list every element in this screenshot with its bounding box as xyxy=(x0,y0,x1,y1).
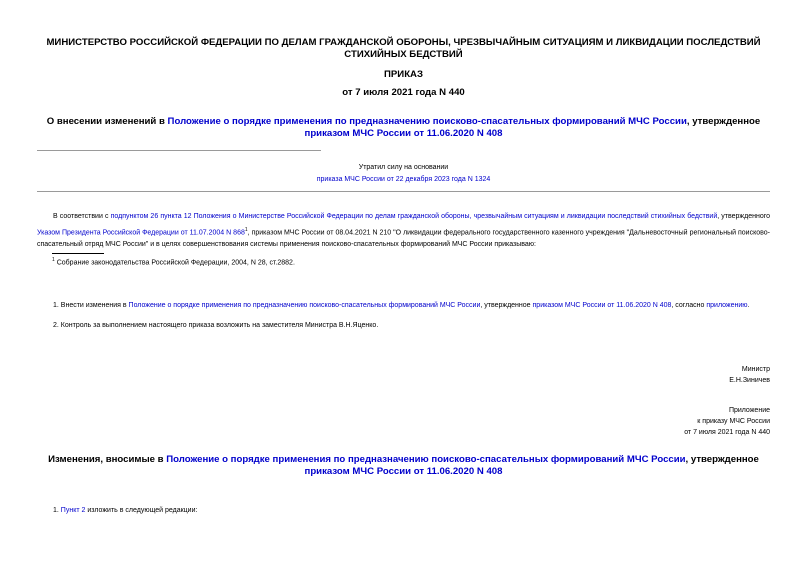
clause-2-link[interactable]: Пункт 2 xyxy=(60,507,86,514)
appendix-title: Изменения, вносимые в Положение о порядке применения по предназначению поисково-спасательных формирований МЧС России, утвержденное приказом МЧС России от 11.06.2020 N 408 xyxy=(48,454,759,477)
appendix-reference: к приказу МЧС России xyxy=(697,418,770,425)
footnote-text: Собрание законодательства Российской Федерации, 2004, N 28, ст.2882. xyxy=(54,259,295,267)
signature-block xyxy=(729,364,770,386)
title-regulation-link[interactable]: Положение о порядке применения по предназначению поисково-спасательных формирований МЧС России xyxy=(167,116,687,127)
title-order-link[interactable]: приказом МЧС России от 11.06.2020 N 408 xyxy=(304,128,503,139)
title-middle: , утвержденное xyxy=(686,116,761,127)
document-type: ПРИКАЗ xyxy=(384,69,423,80)
order-item-1: 1. Внести изменения в Положение о порядке применения по предназначению поисково-спасательных формирований МЧС России, утвержденное приказом МЧС России от 11.06.2020 N 408, согласно приложению. xyxy=(53,302,750,309)
order-item-2: 2. Контроль за выполнением настоящего приказа возложить на заместителя Министра В.Н.Яценко. xyxy=(53,322,379,329)
item1-order-link[interactable]: приказом МЧС России от 11.06.2020 N 408 xyxy=(532,302,672,309)
title-prefix: О внесении изменений в xyxy=(46,116,168,127)
signatory-name: Е.Н.Зиничев xyxy=(729,377,770,384)
footnote xyxy=(52,257,752,266)
status-note-text: Утратил силу на основании xyxy=(358,164,449,171)
document-title xyxy=(30,116,777,140)
item1-regulation-link[interactable]: Положение о порядке применения по предназначению поисково-спасательных формирований МЧС России xyxy=(128,302,481,309)
footnote-rule xyxy=(52,253,104,254)
status-note-link-wrap xyxy=(180,176,627,183)
change-item-1: 1. Пункт 2 изложить в следующей редакции: xyxy=(53,507,198,514)
item1-appendix-link[interactable]: приложению xyxy=(706,302,748,309)
presidential-decree-link[interactable]: Указом Президента Российской Федерации от 11.07.2004 N 868 xyxy=(37,228,245,236)
separator-rule-short xyxy=(37,150,321,151)
regulation-subclause-link[interactable]: подпунктом 26 пункта 12 Положения о Министерстве Российской Федерации по делам гражданской обороны, чрезвычайным ситуациям и ликвидации последствий стихийных бедствий xyxy=(110,213,718,220)
document-date: от 7 июля 2021 года N 440 xyxy=(342,87,465,98)
appendix-regulation-link[interactable]: Положение о порядке применения по предназначению поисково-спасательных формирований МЧС России xyxy=(166,454,686,465)
appendix-note xyxy=(684,405,770,438)
appendix-order-link[interactable]: приказом МЧС России от 11.06.2020 N 408 xyxy=(304,466,503,477)
preamble-paragraph: В соответствии с подпунктом 26 пункта 12 Положения о Министерстве Российской Федерации по делам гражданской обороны, чрезвычайным ситуациям и ликвидации последствий стихийных бедствий, утвержденного Указом Президента Российской Федерации от 11.07.2004 N $868^1$, приказом МЧС России от 08.04.2021 N 210 "О ликвидации федерального государственного казенного учреждения "Дальневосточный региональный поисково-спасательный отряд МЧС России" и в целях совершенствования системы применения поисково-спасательных формирований МЧС России приказываю: xyxy=(37,213,771,249)
separator-rule-long xyxy=(37,191,770,192)
footnote-mark: 1 xyxy=(52,257,55,263)
appendix-label: Приложение xyxy=(728,407,770,414)
signatory-position: Министр xyxy=(741,366,770,373)
ministry-name: МИНИСТЕРСТВО РОССИЙСКОЙ ФЕДЕРАЦИИ ПО ДЕЛАМ ГРАЖДАНСКОЙ ОБОРОНЫ, ЧРЕЗВЫЧАЙНЫМ СИТУАЦИЯМ И ЛИКВИДАЦИИ ПОСЛЕДСТВИЙ СТИХИЙНЫХ БЕДСТВИЙ xyxy=(46,37,761,60)
appendix-date: от 7 июля 2021 года N 440 xyxy=(684,429,770,436)
footnote-reference[interactable]: 1 xyxy=(244,226,248,233)
repeal-order-link[interactable]: приказа МЧС России от 22 декабря 2023 года N 1324 xyxy=(316,176,491,183)
